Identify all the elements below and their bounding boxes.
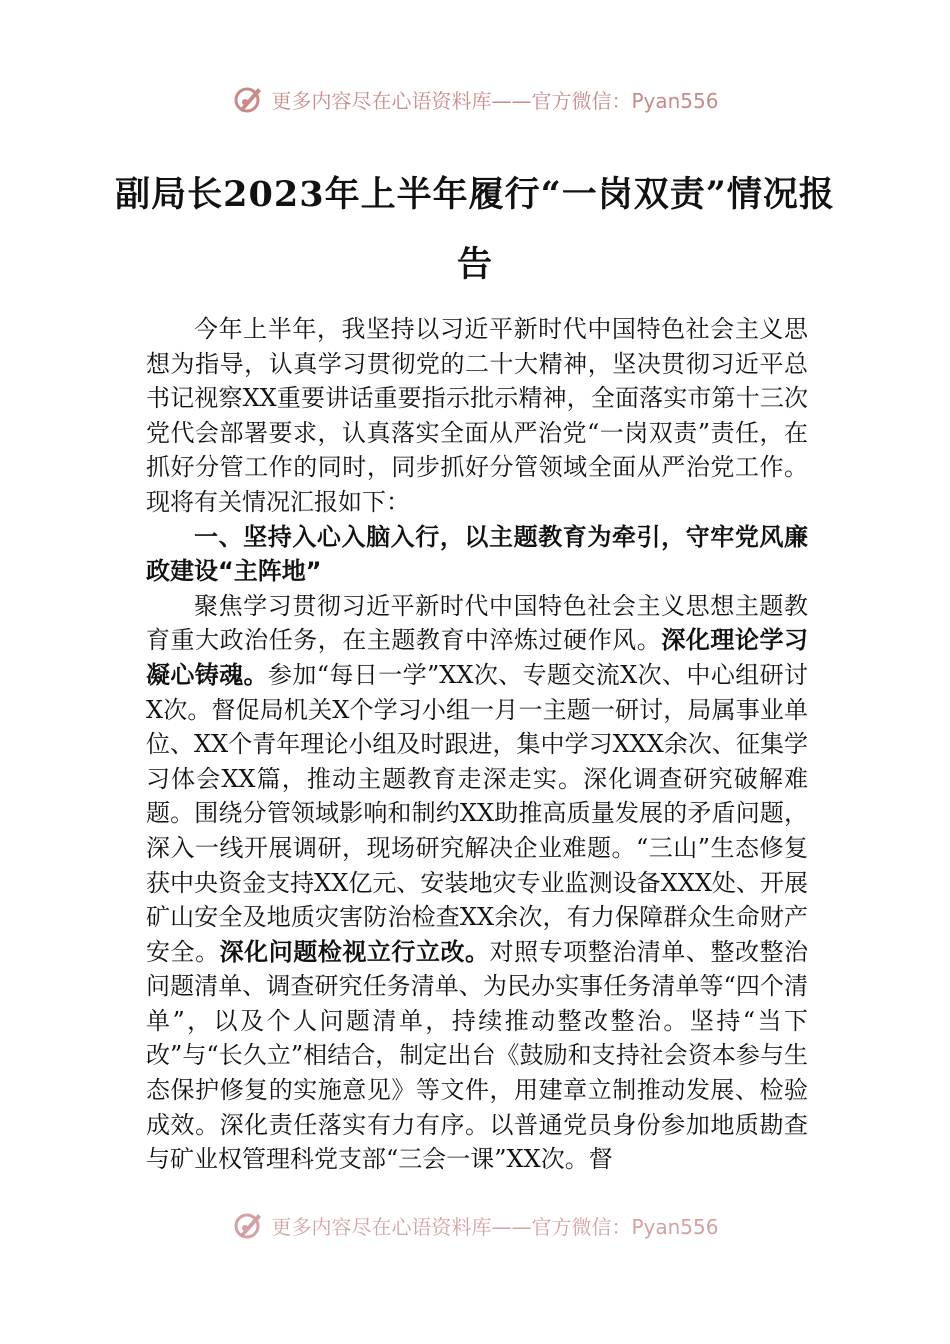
- pen-seal-logo-icon: [231, 1208, 265, 1242]
- watermark-text: 更多内容尽在心语资料库——官方微信：Pyan556: [271, 88, 719, 113]
- section-1-paragraph: [146, 589, 808, 1177]
- pen-seal-logo-icon: [231, 82, 265, 116]
- section-1-heading: 一、坚持入心入脑入行，以主题教育为牵引，守牢党风廉政建设“主阵地”: [146, 522, 808, 586]
- section-1-text-mid: 参加“每日一学”XX次、专题交流X次、中心组研讨X次。督促局机关X个学习小组一月一主题一研讨，局属事业单位、XX个青年理论小组及时跟进，集中学习XXX余次、征集学习体会XX篇，推动主题教育走深走实。深化调查研究破解难题。围绕分管领域影响和制约XX助推高质量发展的矛盾问题，深入一线开展调研，现场研究解决企业难题。“三山”生态修复获中央资金支持XX亿元、安装地灾专业监测设备XXX处、开展矿山安全及地质灾害防治检查XX余次，有力保障群众生命财产安全。: [146, 660, 809, 966]
- intro-paragraph: 今年上半年，我坚持以习近平新时代中国特色社会主义思想为指导，认真学习贯彻党的二十大精神，坚决贯彻习近平总书记视察XX重要讲话重要指示批示精神，全面落实市第十三次党代会部署要求，认真落实全面从严治党“一岗双责”责任，在抓好分管工作的同时，同步抓好分管领域全面从严治党工作。现将有关情况汇报如下：: [146, 315, 808, 516]
- bold-topic-theory-study: 深化理论学习凝心铸魂。: [146, 626, 809, 689]
- watermark-header: [0, 82, 950, 116]
- page-title: 副局长2023年上半年履行“一岗双责”情况报告: [115, 174, 835, 285]
- bold-topic-problem-review: 深化问题检视立行立改。: [219, 937, 490, 966]
- section-1-text-start: 聚焦学习贯彻习近平新时代中国特色社会主义思想主题教育重大政治任务，在主题教育中淬炼过硬作风。: [146, 591, 808, 655]
- section-1-text-end: 对照专项整治清单、整改整治问题清单、调查研究任务清单、为民办实事任务清单等“四个清单”，以及个人问题清单，持续推动整改整治。坚持“当下改”与“长久立”相结合，制定出台《鼓励和支持社会资本参与生态保护修复的实施意见》等文件，用建章立制推动发展、检验成效。深化责任落实有力有序。以普通党员身份参加地质勘查与矿业权管理科党支部“三会一课”XX次。督: [146, 937, 809, 1174]
- watermark-text: 更多内容尽在心语资料库——官方微信：Pyan556: [271, 1214, 719, 1239]
- document-body: [146, 312, 808, 1177]
- watermark-footer: [0, 1208, 950, 1242]
